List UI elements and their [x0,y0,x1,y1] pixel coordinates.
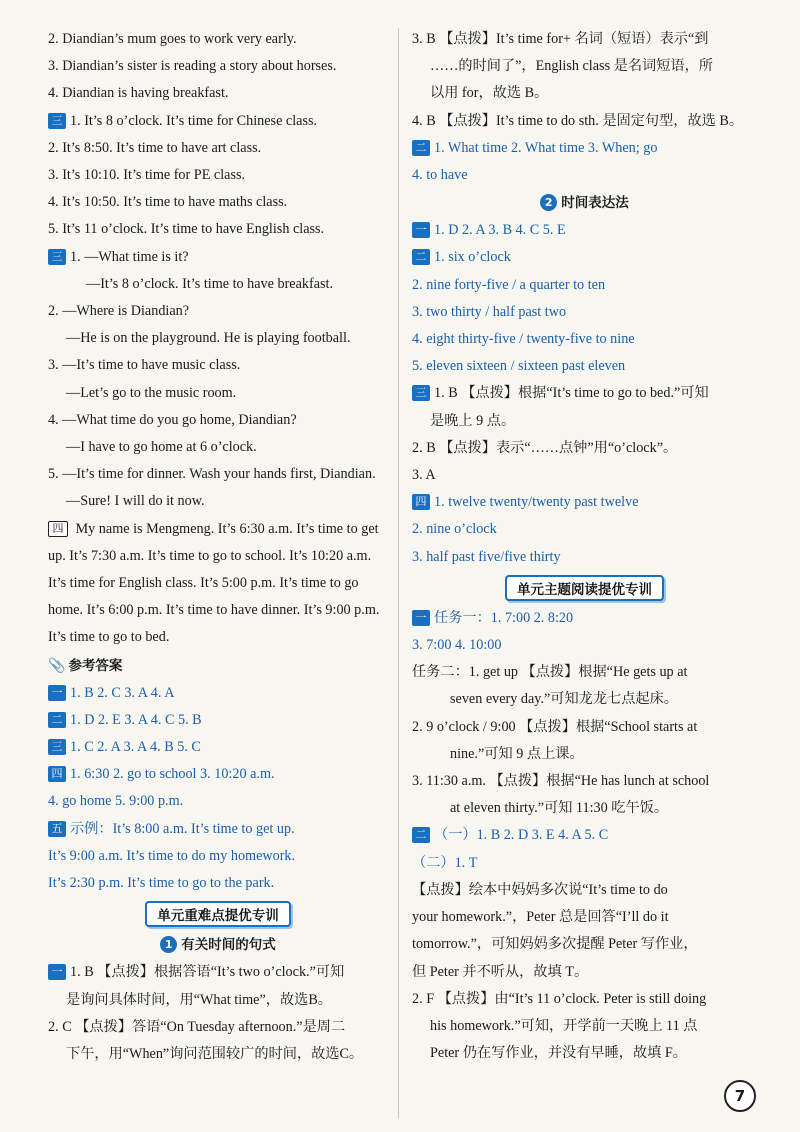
line-text: his homework.”可知，开学前一天晚上 11 点 [430,1017,698,1034]
text-line [412,435,757,462]
text-line [48,271,388,298]
text-line [412,904,757,931]
line-text: ……的时间了”，English class 是名词短语，所 [430,58,713,75]
line-text: （二）1. T [412,854,478,871]
text-line [412,516,757,543]
unit-banner-reading: 单元主题阅读提优专训 [412,575,757,601]
text-line [48,788,388,815]
line-text: 下午，用“When”询问范围较广的时间，故选C。 [66,1045,364,1062]
text-line [412,1040,757,1067]
line-text: 示例：It’s 8:00 a.m. It’s time to get up. [70,820,295,837]
line-text: 2. 9 o’clock / 9:00 【点拨】根据“School starts at [412,718,698,735]
text-line [48,189,388,216]
text-line [412,931,757,958]
left-exercise-lines [48,26,388,516]
line-text: 3. A [412,467,436,484]
text-line [412,380,757,407]
line-text: Peter 仍在写作业，并没有早睡，故填 F。 [430,1045,687,1062]
text-line [412,489,757,516]
section-badge: 三 [412,385,430,401]
subsection-heading: 2 时间表达法 [412,189,757,217]
line-text: 3. two thirty / half past two [412,303,567,320]
subsection-heading: 1 有关时间的句式 [48,931,388,959]
line-text: —Sure! I will do it now. [66,493,205,510]
text-line [48,870,388,897]
reading-answers [412,605,757,1067]
text-line [48,843,388,870]
line-text: 2. Diandian’s mum goes to work very early. [48,31,297,47]
section-badge: 二 [412,249,430,265]
line-text: 5. It’s 11 o’clock. It’s time to have English class. [48,221,325,238]
section-badge: 二 [412,140,430,156]
line-text: 1. C 2. A 3. A 4. B 5. C [70,739,201,756]
text-line [412,686,757,713]
text-line [48,987,388,1014]
text-line [412,959,757,986]
text-line [48,135,388,162]
line-text: —He is on the playground. He is playing football. [66,330,351,347]
line-text: 3. 11:30 a.m. 【点拨】根据“He has lunch at school [412,773,710,790]
text-line [412,795,757,822]
line-text: 3. Diandian’s sister is reading a story about horses. [48,58,337,75]
left-column [48,26,388,1068]
line-text: 5. —It’s time for dinner. Wash your hands first, Diandian. [48,466,376,483]
essay-text: My name is Mengmeng. It’s 6:30 a.m. It’s time to get up. It’s 7:30 a.m. It’s time to go to school. It’s 10:20 a.m. It’s time for English class. It’s 5:00 p.m. It’s time to go home. It’s 6:00 p.m. It’s time to have dinner. It’s 9:00 p.m. It’s time to go to bed. [48,520,380,646]
line-text: your homework.”，Peter 总是回答“I’ll do it [412,909,669,926]
text-line [48,1014,388,1041]
unit-banner-difficult: 单元重难点提优专训 [48,901,388,927]
line-text: It’s 9:00 a.m. It’s time to do my homework. [48,847,296,864]
line-text: 是询问具体时间，用“What time”，故选B。 [66,991,332,1008]
time-expression-answers [412,217,757,571]
line-text: 4. B 【点拨】It’s time to do sth. 是固定句型，故选 B。 [412,112,744,129]
line-text: 2. —Where is Diandian? [48,303,190,320]
text-line [412,1013,757,1040]
line-text: 1. D 2. E 3. A 4. C 5. B [70,711,202,728]
line-text: 以用 for，故选 B。 [430,85,549,102]
text-line [48,325,388,352]
text-line [412,659,757,686]
line-text: 1. D 2. A 3. B 4. C 5. E [434,222,566,239]
line-text: 1. B 2. C 3. A 4. A [70,684,175,701]
text-line [412,986,757,1013]
line-text: 3. 7:00 4. 10:00 [412,637,502,654]
line-text: —Let’s go to the music room. [66,384,237,401]
text-line [412,272,757,299]
text-line [412,26,757,53]
text-line [412,544,757,571]
section-badge: 一 [412,610,430,626]
text-line [48,959,388,986]
text-line [48,1041,388,1068]
line-text: 任务二：1. get up 【点拨】根据“He gets up at [412,664,688,681]
text-line [412,135,757,162]
section-badge: 四 [48,766,66,782]
line-text: —It’s 8 o’clock. It’s time to have breakfast. [86,275,334,292]
text-line [412,850,757,877]
text-line [48,680,388,707]
text-line [48,53,388,80]
section-badge: 五 [48,821,66,837]
line-text: 1. twelve twenty/twenty past twelve [434,494,639,511]
line-text: 2. nine forty-five / a quarter to ten [412,276,606,293]
text-line [48,244,388,271]
text-line [48,80,388,107]
line-text: 2. B 【点拨】表示“……点钟”用“o’clock”。 [412,439,678,456]
text-line [48,816,388,843]
subsection-number: 1 [160,936,177,953]
answer-key-list [48,680,388,898]
line-text: 1. —What time is it? [70,248,189,265]
left-tail-lines [48,959,388,1068]
text-line [412,822,757,849]
line-text: nine.”可知 9 点上课。 [450,745,584,762]
answers-heading: 📎 参考答案 [48,652,388,680]
line-text: tomorrow.”，可知妈妈多次提醒 Peter 写作业， [412,936,698,953]
text-line [48,407,388,434]
line-text: 但 Peter 并不听从，故填 T。 [412,963,589,980]
text-line [412,741,757,768]
text-line [412,462,757,489]
line-text: 是晚上 9 点。 [430,412,516,429]
line-text: 【点拨】绘本中妈妈多次说“It’s time to do [412,881,668,898]
line-text: 4. Diandian is having breakfast. [48,85,229,102]
text-line [412,162,757,189]
text-line [412,877,757,904]
section-badge: 一 [48,964,66,980]
right-column [412,26,757,1067]
page-number: 7 [724,1080,756,1112]
text-line [48,434,388,461]
text-line [412,326,757,353]
line-text: 5. eleven sixteen / sixteen past eleven [412,358,626,375]
right-answer-lines [412,26,757,189]
line-text: 3. B 【点拨】It’s time for+ 名词（短语）表示“到 [412,31,709,47]
subsection-number: 2 [540,194,557,211]
line-text: —I have to go home at 6 o’clock. [66,439,257,456]
section-badge: 二 [412,827,430,843]
text-line [412,768,757,795]
text-line [48,734,388,761]
text-line [412,53,757,80]
text-line [412,408,757,435]
line-text: 1. B 【点拨】根据“It’s time to go to bed.”可知 [434,385,709,402]
line-text: 1. 6:30 2. go to school 3. 10:20 a.m. [70,766,275,783]
column-divider [398,28,399,1118]
text-line [48,298,388,325]
text-line [412,605,757,632]
section-badge: 四 [48,521,68,537]
line-text: 2. C 【点拨】答语“On Tuesday afternoon.”是周二 [48,1018,346,1035]
text-line [48,162,388,189]
line-text: 4. eight thirty-five / twenty-five to nine [412,331,635,348]
line-text: 1. What time 2. What time 3. When; go [434,139,658,156]
section-badge: 一 [412,222,430,238]
line-text: 1. It’s 8 o’clock. It’s time for Chinese class. [70,112,318,129]
text-line [48,707,388,734]
text-line [412,632,757,659]
text-line [412,217,757,244]
line-text: 4. to have [412,167,468,184]
text-line [48,761,388,788]
text-line [48,26,388,53]
section-badge: 二 [48,712,66,728]
line-text: 3. It’s 10:10. It’s time for PE class. [48,167,246,184]
section-badge: 三 [48,249,66,265]
text-line [48,380,388,407]
text-line [48,488,388,515]
line-text: 1. B 【点拨】根据答语“It’s two o’clock.”可知 [70,964,345,981]
line-text: 4. go home 5. 9:00 p.m. [48,793,184,810]
section-badge: 一 [48,685,66,701]
paperclip-icon: 📎 [48,657,66,674]
section-badge: 三 [48,739,66,755]
text-line [412,108,757,135]
line-text: 3. —It’s time to have music class. [48,357,241,374]
text-line [412,714,757,741]
line-text: 2. nine o’clock [412,521,497,538]
line-text: It’s 2:30 p.m. It’s time to go to the park. [48,875,275,892]
line-text: 3. half past five/five thirty [412,548,561,565]
text-line [48,461,388,488]
text-line [412,80,757,107]
line-text: 2. F 【点拨】由“It’s 11 o’clock. Peter is still doing [412,990,707,1007]
essay-block [48,516,388,652]
text-line [48,108,388,135]
section-badge: 四 [412,494,430,510]
line-text: 1. six o’clock [434,249,511,266]
text-line [412,244,757,271]
line-text: 任务一：1. 7:00 2. 8:20 [434,609,574,626]
line-text: （一）1. B 2. D 3. E 4. A 5. C [434,827,609,844]
text-line [48,216,388,243]
line-text: seven every day.”可知龙龙七点起床。 [450,691,678,708]
text-line [48,352,388,379]
text-line [412,299,757,326]
text-line [412,353,757,380]
line-text: at eleven thirty.”可知 11:30 吃午饭。 [450,800,669,817]
line-text: 2. It’s 8:50. It’s time to have art class. [48,139,262,156]
section-badge: 三 [48,113,66,129]
line-text: 4. It’s 10:50. It’s time to have maths class. [48,194,288,211]
line-text: 4. —What time do you go home, Diandian? [48,411,297,428]
